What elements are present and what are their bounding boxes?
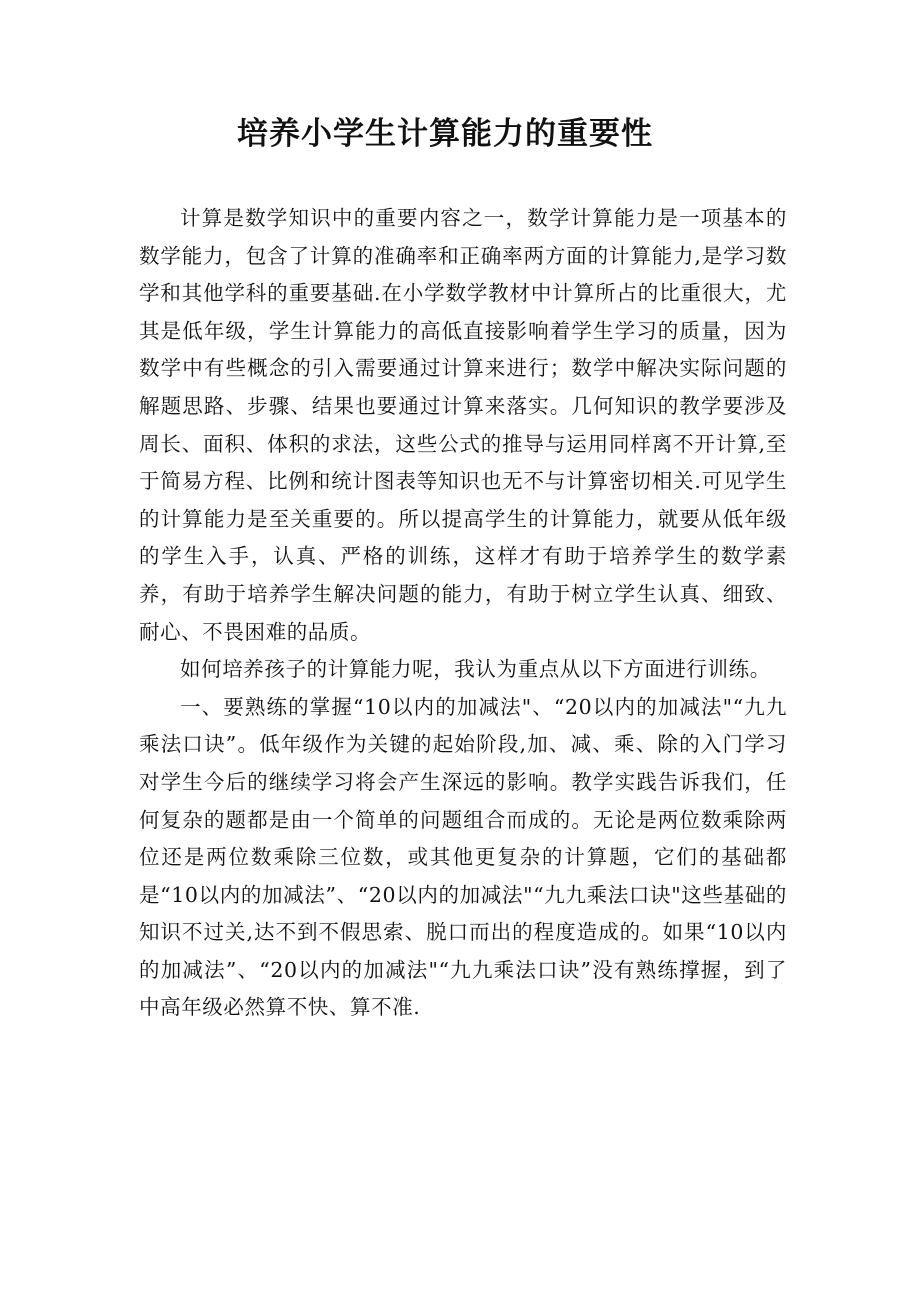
paragraph-point-one: 一、要熟练的掌握“10以内的加减法"、“20以内的加减法"“九九乘法口诀”。低年级作为关键的起始阶段,加、减、乘、除的入门学习对学生今后的继续学习将会产生深远的影响。教学实践告诉我们，任何复杂的题都是由一个简单的问题组合而成的。无论是两位数乘除两位还是两位数乘除三位数，或其他更复杂的计算题，它们的基础都是“10以内的加减法”、“20以内的加减法"“九九乘法口诀"这些基础的知识不过关,达不到不假思索、脱口而出的程度造成的。如果“10以内的加减法”、“20以内的加减法"“九九乘法口诀”没有熟练撑握，到了中高年级必然算不快、算不准. xyxy=(139,694,787,1020)
document-body xyxy=(139,200,787,1027)
paragraph-question: 如何培养孩子的计算能力呢，我认为重点从以下方面进行训练。 xyxy=(180,657,771,682)
document-title: 培养小学生计算能力的重要性 xyxy=(237,116,653,152)
paragraph-introduction: 计算是数学知识中的重要内容之一，数学计算能力是一项基本的数学能力，包含了计算的准确率和正确率两方面的计算能力,是学习数学和其他学科的重要基础.在小学数学教材中计算所占的比重很大，尤其是低年级，学生计算能力的高低直接影响着学生学习的质量，因为数学中有些概念的引入需要通过计算来进行；数学中解决实际问题的解题思路、步骤、结果也要通过计算来落实。几何知识的教学要涉及周长、面积、体积的求法，这些公式的推导与运用同样离不开计算,至于简易方程、比例和统计图表等知识也无不与计算密切相关.可见学生的计算能力是至关重要的。所以提高学生的计算能力，就要从低年级的学生入手，认真、严格的训练，这样才有助于培养学生的数学素养，有助于培养学生解决问题的能力，有助于树立学生认真、细致、耐心、不畏困难的品质。 xyxy=(139,206,787,644)
